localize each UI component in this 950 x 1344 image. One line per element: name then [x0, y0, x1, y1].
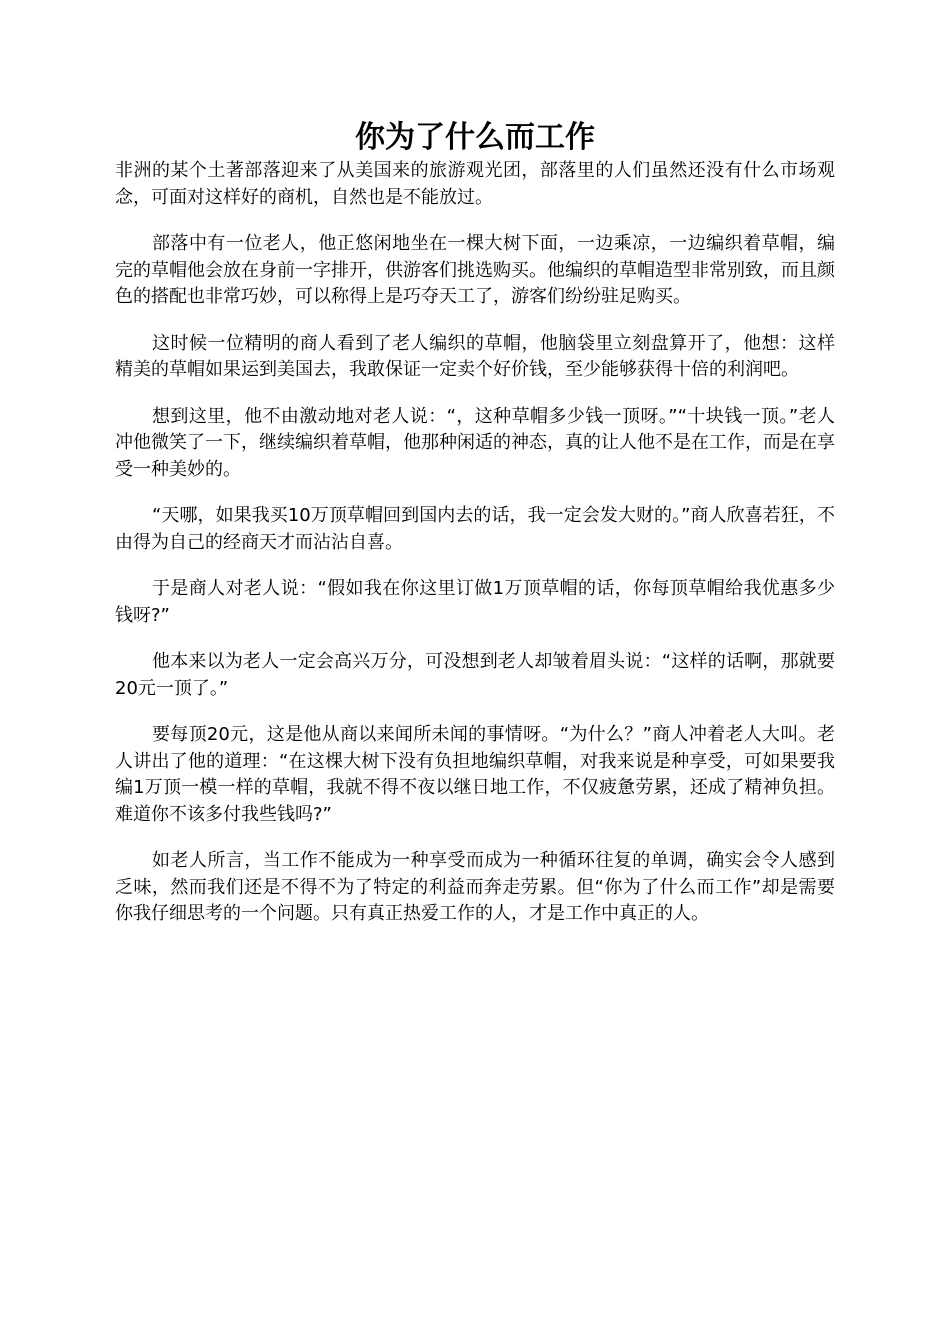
- paragraph-3: 这时候一位精明的商人看到了老人编织的草帽，他脑袋里立刻盘算开了，他想：这样精美的草帽如果运到美国去，我敢保证一定卖个好价钱，至少能够获得十倍的利润吧。: [115, 332, 835, 380]
- paragraph-1: 非洲的某个土著部落迎来了从美国来的旅游观光团，部落里的人们虽然还没有什么市场观念，可面对这样好的商机，自然也是不能放过。: [115, 160, 835, 208]
- document-page: [115, 118, 835, 948]
- paragraph-4: 想到这里，他不由激动地对老人说：“，这种草帽多少钱一顶呀。”“十块钱一顶。”老人冲他微笑了一下，继续编织着草帽，他那种闲适的神态，真的让人他不是在工作，而是在享受一种美妙的。: [115, 405, 836, 480]
- paragraph-5: “天哪，如果我买10万顶草帽回到国内去的话，我一定会发大财的。”商人欣喜若狂，不由得为自己的经商天才而沾沾自喜。: [115, 505, 835, 553]
- paragraph-2: 部落中有一位老人，他正悠闲地坐在一棵大树下面，一边乘凉，一边编织着草帽，编完的草帽他会放在身前一字排开，供游客们挑选购买。他编织的草帽造型非常别致，而且颜色的搭配也非常巧妙，可以称得上是巧夺天工了，游客们纷纷驻足购买。: [115, 233, 835, 307]
- paragraph-7: 他本来以为老人一定会高兴万分，可没想到老人却皱着眉头说：“这样的话啊，那就要20元一顶了。”: [115, 651, 835, 699]
- paragraph-6: 于是商人对老人说：“假如我在你这里订做1万顶草帽的话，你每顶草帽给我优惠多少钱呀?”: [115, 578, 835, 626]
- document-title: 你为了什么而工作: [355, 120, 595, 155]
- paragraph-9: 如老人所言，当工作不能成为一种享受而成为一种循环往复的单调，确实会令人感到乏味，然而我们还是不得不为了特定的利益而奔走劳累。但“你为了什么而工作”却是需要你我仔细思考的一个问题。只有真正热爱工作的人，才是工作中真正的人。: [115, 850, 835, 924]
- paragraph-8: 要每顶20元，这是他从商以来闻所未闻的事情呀。“为什么？”商人冲着老人大叫。老人讲出了他的道理：“在这棵大树下没有负担地编织草帽，对我来说是种享受，可如果要我编1万顶一模一样的草帽，我就不得不夜以继日地工作，不仅疲惫劳累，还成了精神负担。难道你不该多付我些钱吗?”: [115, 724, 835, 825]
